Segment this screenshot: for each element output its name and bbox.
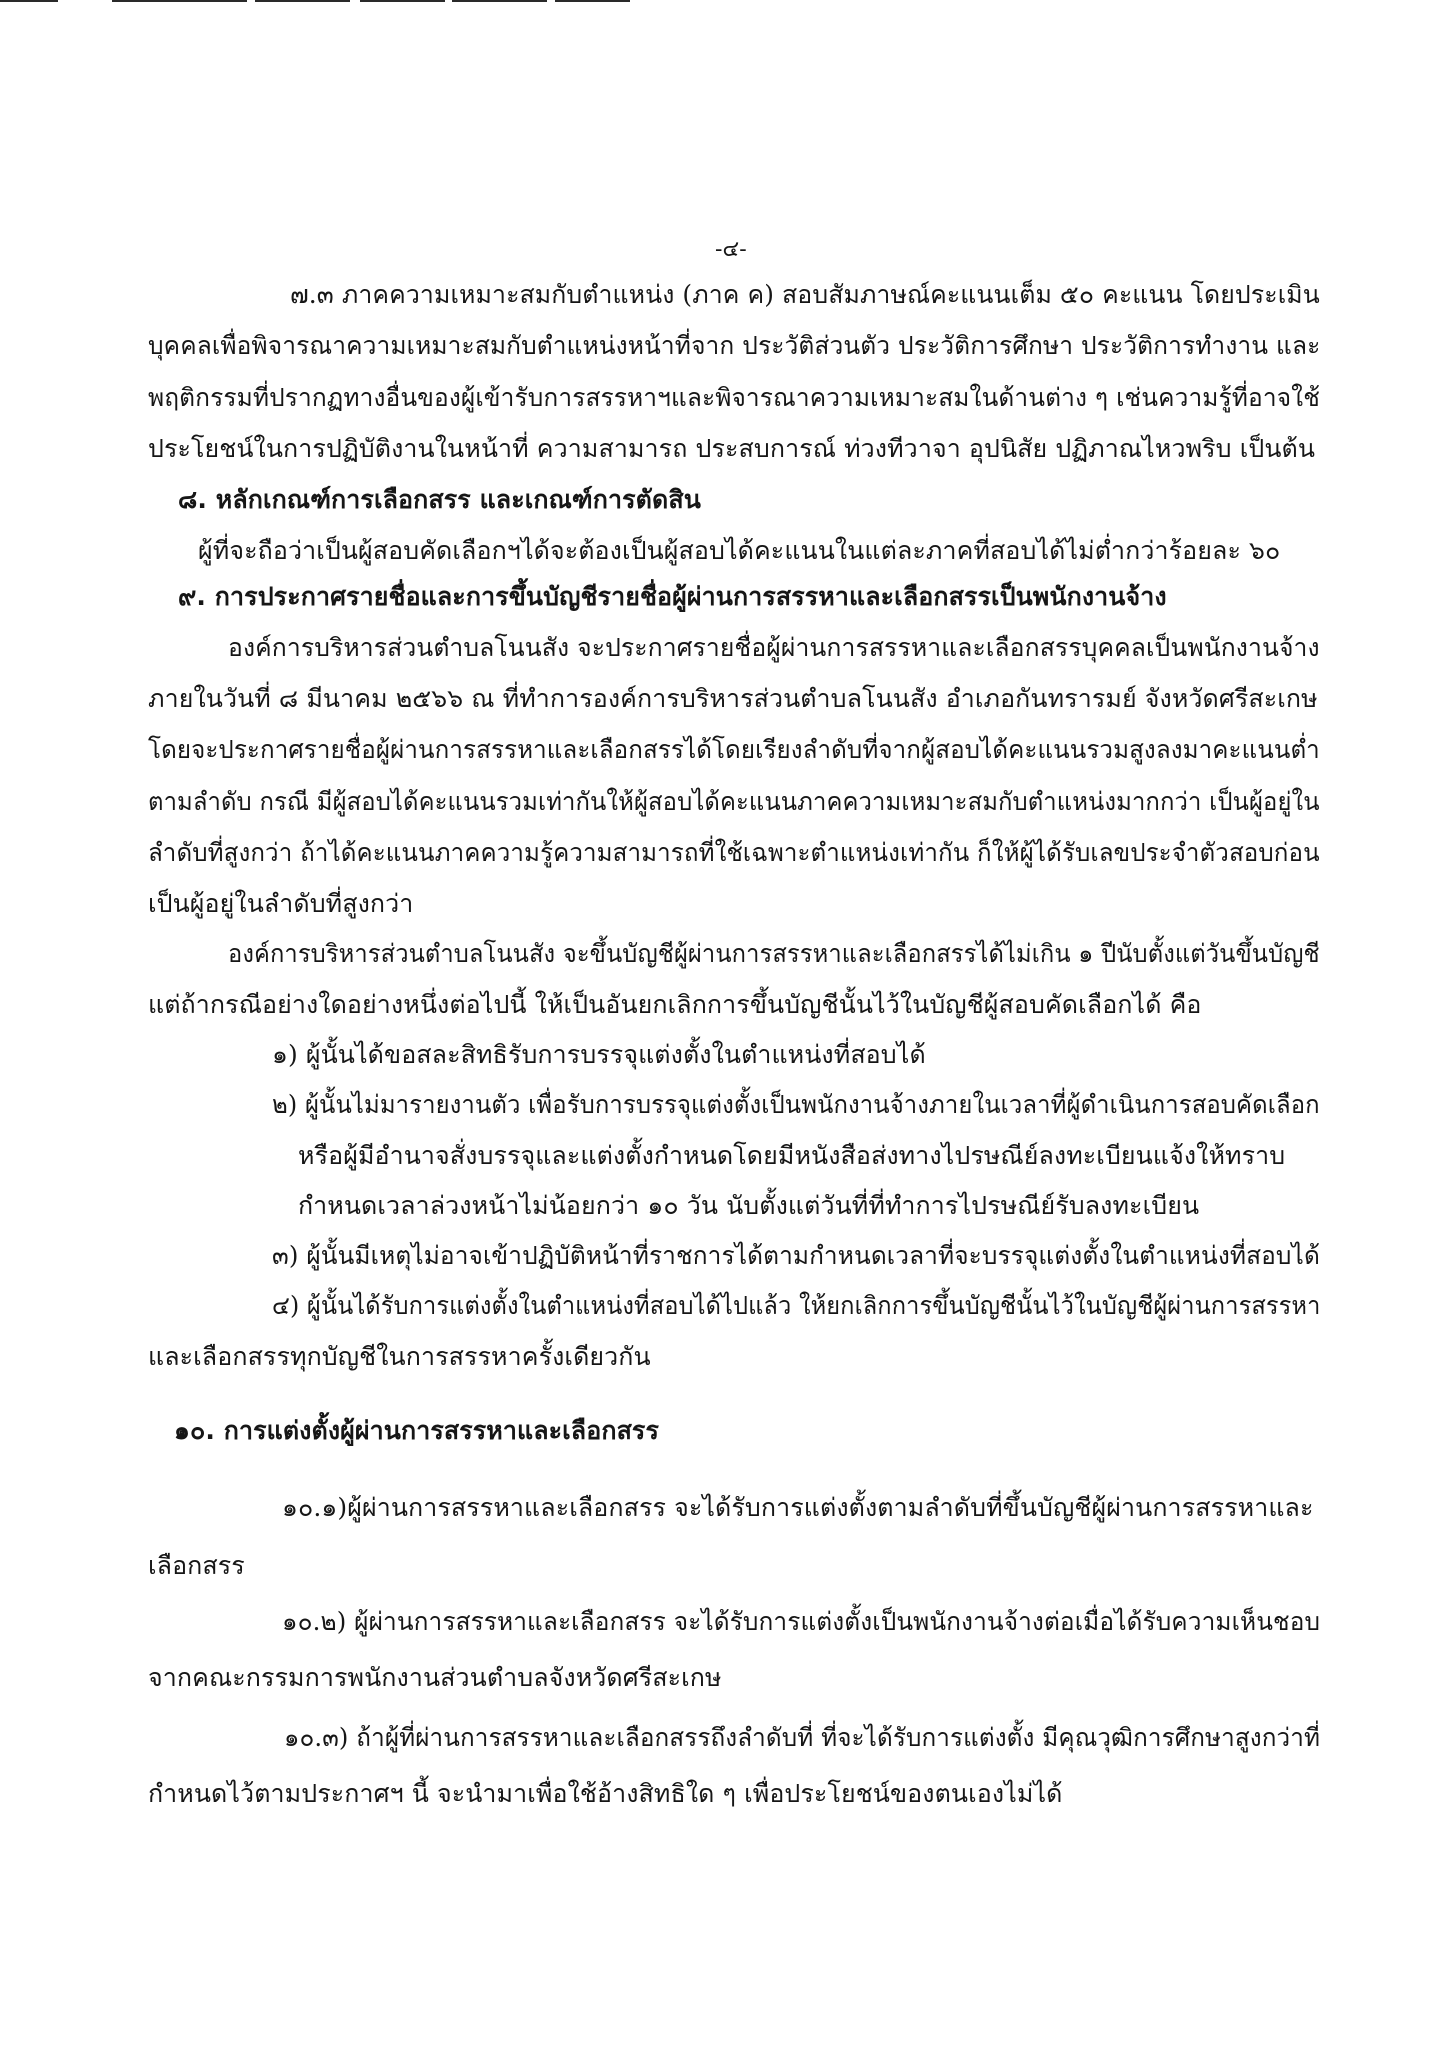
list-item-4-line-2: และเลือกสรรทุกบัญชีในการสรรหาครั้งเดียวกัน [148, 1342, 651, 1371]
heading-section-10: ๑๐. การแต่งตั้งผู้ผ่านการสรรหาและเลือกสรร [174, 1416, 659, 1445]
section-7-3-line-4: ประโยชน์ในการปฏิบัติงานในหน้าที่ ความสามารถ ประสบการณ์ ท่วงทีวาจา อุปนิสัย ปฏิภาณไหวพริบ เป็นต้น [148, 434, 1316, 463]
page-number: -๔- [715, 237, 747, 262]
section-9a-line-6: เป็นผู้อยู่ในลำดับที่สูงกว่า [148, 889, 414, 918]
section-9b-line-1: องค์การบริหารส่วนตำบลโนนสัง จะขึ้นบัญชีผู้ผ่านการสรรหาและเลือกสรรได้ไม่เกิน ๑ ปีนับตั้งแต่วันขึ้นบัญชี [228, 939, 1320, 968]
section-10-2-line-2: จากคณะกรรมการพนักงานส่วนตำบลจังหวัดศรีสะเกษ [148, 1663, 722, 1692]
section-10-1-line-1: ๑๐.๑)ผู้ผ่านการสรรหาและเลือกสรร จะได้รับการแต่งตั้งตามลำดับที่ขึ้นบัญชีผู้ผ่านการสรรหาและ [282, 1493, 1314, 1522]
section-10-1-line-2: เลือกสรร [148, 1551, 245, 1580]
list-item-3: ๓) ผู้นั้นมีเหตุไม่อาจเข้าปฏิบัติหน้าที่ราชการได้ตามกำหนดเวลาที่จะบรรจุแต่งตั้งในตำแหน่งที่สอบได้ [272, 1241, 1320, 1270]
section-9a-line-2: ภายในวันที่ ๘ มีนาคม ๒๕๖๖ ณ ที่ทำการองค์การบริหารส่วนตำบลโนนสัง อำเภอกันทรารมย์ จังหวัดศรีสะเกษ [148, 684, 1318, 713]
section-9a-line-5: ลำดับที่สูงกว่า ถ้าได้คะแนนภาคความรู้ความสามารถที่ใช้เฉพาะตำแหน่งเท่ากัน ก็ให้ผู้ได้รับเลขประจำตัวสอบก่อน [148, 838, 1320, 867]
section-7-3-line-2: บุคคลเพื่อพิจารณาความเหมาะสมกับตำแหน่งหน้าที่จาก ประวัติส่วนตัว ประวัติการศึกษา ประวัติการทำงาน และ [148, 331, 1321, 360]
section-9a-line-3: โดยจะประกาศรายชื่อผู้ผ่านการสรรหาและเลือกสรรได้โดยเรียงลำดับที่จากผู้สอบได้คะแนนรวมสูงลงมาคะแนนต่ำ [148, 735, 1320, 764]
section-10-3-line-2: กำหนดไว้ตามประกาศฯ นี้ จะนำมาเพื่อใช้อ้างสิทธิใด ๆ เพื่อประโยชน์ของตนเองไม่ได้ [148, 1779, 1063, 1808]
list-item-1: ๑) ผู้นั้นได้ขอสละสิทธิรับการบรรจุแต่งตั้งในตำแหน่งที่สอบได้ [272, 1040, 926, 1069]
section-9a-line-4: ตามลำดับ กรณี มีผู้สอบได้คะแนนรวมเท่ากันให้ผู้สอบได้คะแนนภาคความเหมาะสมกับตำแหน่งมากกว่า เป็นผู้อยู่ใน [148, 787, 1320, 816]
list-item-2-line-2: หรือผู้มีอำนาจสั่งบรรจุและแต่งตั้งกำหนดโดยมีหนังสือส่งทางไปรษณีย์ลงทะเบียนแจ้งให้ทราบ [298, 1141, 1286, 1170]
list-item-2-line-1: ๒) ผู้นั้นไม่มารายงานตัว เพื่อรับการบรรจุแต่งตั้งเป็นพนักงานจ้างภายในเวลาที่ผู้ดำเนินการสอบคัดเลือก [272, 1090, 1320, 1119]
section-8-line-1: ผู้ที่จะถือว่าเป็นผู้สอบคัดเลือกฯได้จะต้องเป็นผู้สอบได้คะแนนในแต่ละภาคที่สอบได้ไม่ต่ำกว่าร้อยละ ๖๐ [198, 536, 1281, 565]
heading-section-8: ๘. หลักเกณฑ์การเลือกสรร และเกณฑ์การตัดสิน [178, 485, 701, 514]
section-10-2-line-1: ๑๐.๒) ผู้ผ่านการสรรหาและเลือกสรร จะได้รับการแต่งตั้งเป็นพนักงานจ้างต่อเมื่อได้รับความเห็นชอบ [282, 1607, 1321, 1636]
list-item-4-line-1: ๔) ผู้นั้นได้รับการแต่งตั้งในตำแหน่งที่สอบได้ไปแล้ว ให้ยกเลิกการขึ้นบัญชีนั้นไว้ในบัญชีผู้ผ่านการสรรหา [272, 1291, 1321, 1320]
section-10-3-line-1: ๑๐.๓) ถ้าผู้ที่ผ่านการสรรหาและเลือกสรรถึงลำดับที่ ที่จะได้รับการแต่งตั้ง มีคุณวุฒิการศึกษาสูงกว่าที่ [284, 1723, 1321, 1752]
section-7-3-line-3: พฤติกรรมที่ปรากฏทางอื่นของผู้เข้ารับการสรรหาฯและพิจารณาความเหมาะสมในด้านต่าง ๆ เช่นความรู้ที่อาจใช้ [148, 383, 1320, 412]
list-item-2-line-3: กำหนดเวลาล่วงหน้าไม่น้อยกว่า ๑๐ วัน นับตั้งแต่วันที่ที่ทำการไปรษณีย์รับลงทะเบียน [298, 1191, 1200, 1220]
section-9b-line-2: แต่ถ้ากรณีอย่างใดอย่างหนึ่งต่อไปนี้ ให้เป็นอันยกเลิกการขึ้นบัญชีนั้นไว้ในบัญชีผู้สอบคัดเลือกได้ คือ [148, 990, 1202, 1019]
section-9a-line-1: องค์การบริหารส่วนตำบลโนนสัง จะประกาศรายชื่อผู้ผ่านการสรรหาและเลือกสรรบุคคลเป็นพนักงานจ้าง [228, 633, 1320, 662]
heading-section-9: ๙. การประกาศรายชื่อและการขึ้นบัญชีรายชื่อผู้ผ่านการสรรหาและเลือกสรรเป็นพนักงานจ้าง [178, 582, 1167, 611]
section-7-3-line-1: ๗.๓ ภาคความเหมาะสมกับตำแหน่ง (ภาค ค) สอบสัมภาษณ์คะแนนเต็ม ๕๐ คะแนน โดยประเมิน [290, 280, 1320, 309]
